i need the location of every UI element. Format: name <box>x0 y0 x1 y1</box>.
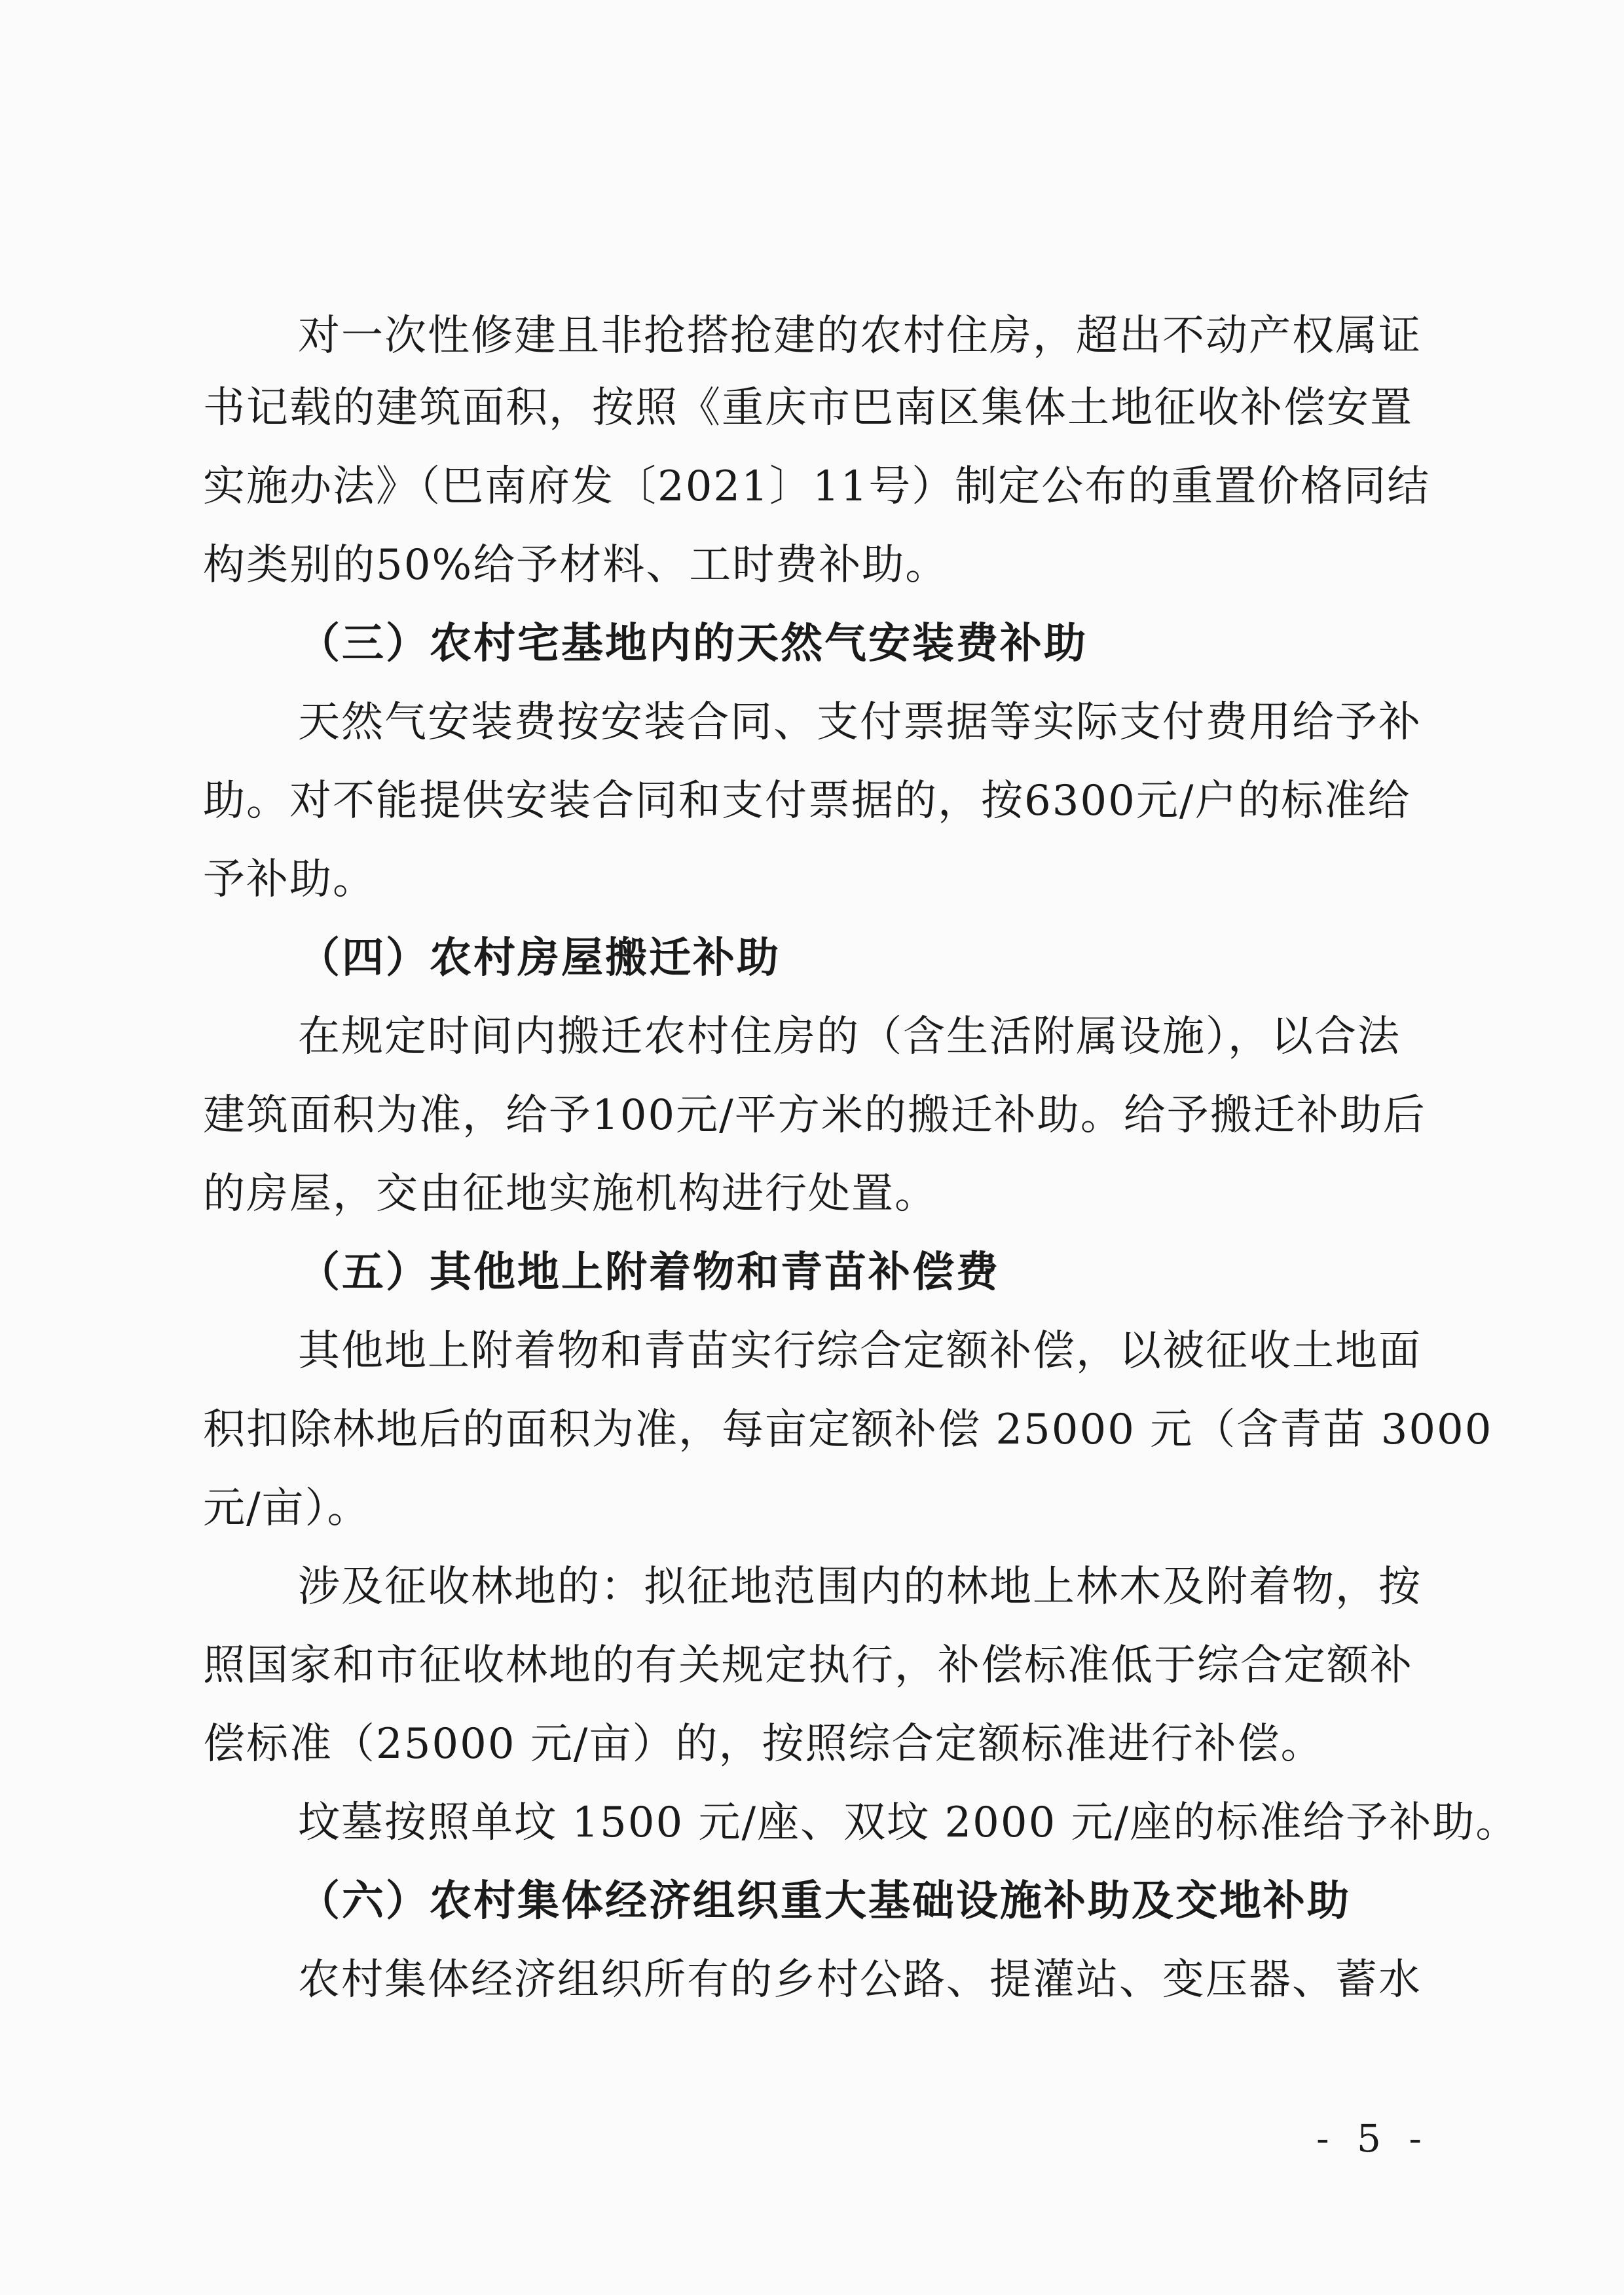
paragraph-line: 农村集体经济组织所有的乡村公路、提灌站、变压器、蓄水 <box>298 1956 1422 2004</box>
paragraph-line: 元/亩）。 <box>203 1484 371 1533</box>
paragraph-line: 的房屋，交由征地实施机构进行处置。 <box>203 1170 938 1218</box>
paragraph-line: 助。对不能提供安装合同和支付票据的，按6300元/户的标准给 <box>203 777 1411 825</box>
paragraph-line: 积扣除林地后的面积为准，每亩定额补偿 25000 元（含青苗 3000 <box>203 1406 1493 1454</box>
paragraph-line: 天然气安装费按安装合同、支付票据等实际支付费用给予补 <box>298 698 1422 747</box>
section-heading-3: （三）农村宅基地内的天然气安装费补助 <box>298 620 1088 668</box>
paragraph-line: 其他地上附着物和青苗实行综合定额补偿，以被征收土地面 <box>298 1327 1422 1375</box>
paragraph-line: 在规定时间内搬迁农村住房的（含生活附属设施），以合法 <box>298 1013 1401 1061</box>
paragraph-line: 坟墓按照单坟 1500 元/座、双坟 2000 元/座的标准给予补助。 <box>298 1799 1519 1847</box>
paragraph-line: 予补助。 <box>203 855 376 904</box>
paragraph-line: 书记载的建筑面积，按照《重庆市巴南区集体土地征收补偿安置 <box>203 384 1413 432</box>
section-heading-5: （五）其他地上附着物和青苗补偿费 <box>298 1248 1000 1297</box>
paragraph-line: 照国家和市征收林地的有关规定执行，补偿标准低于综合定额补 <box>203 1641 1413 1690</box>
paragraph-line: 对一次性修建且非抢搭抢建的农村住房，超出不动产权属证 <box>298 312 1422 360</box>
section-heading-4: （四）农村房屋搬迁补助 <box>298 934 781 982</box>
section-heading-6: （六）农村集体经济组织重大基础设施补助及交地补助 <box>298 1877 1351 1926</box>
page-number: - 5 - <box>1316 2116 1430 2161</box>
paragraph-line: 涉及征收林地的：拟征地范围内的林地上林木及附着物，按 <box>298 1563 1422 1611</box>
paragraph-line: 构类别的50%给予材料、工时费补助。 <box>203 541 949 589</box>
paragraph-line: 实施办法》（巴南府发〔2021〕11号）制定公布的重置价格同结 <box>203 462 1431 511</box>
paragraph-line: 偿标准（25000 元/亩）的，按照综合定额标准进行补偿。 <box>203 1720 1324 1768</box>
paragraph-line: 建筑面积为准，给予100元/平方米的搬迁补助。给予搬迁补助后 <box>203 1091 1426 1140</box>
